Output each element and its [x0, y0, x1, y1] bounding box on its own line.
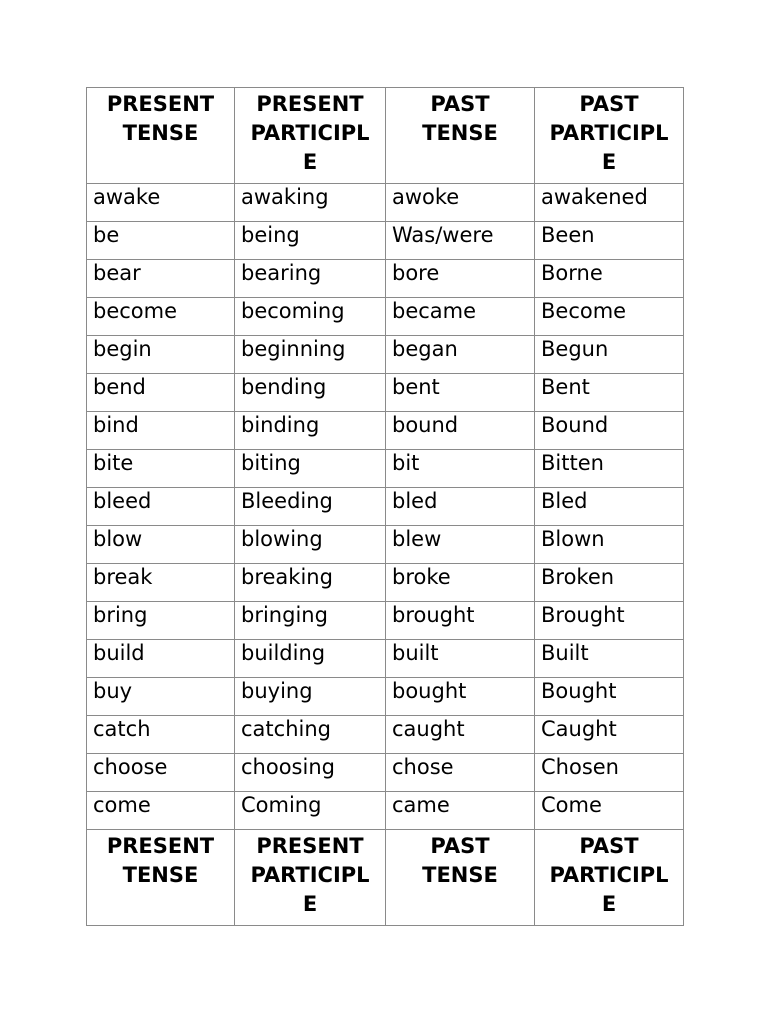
cell-past-tense: bound [386, 412, 535, 450]
cell-present-tense: become [87, 298, 235, 336]
cell-present-participle: bearing [235, 260, 386, 298]
cell-present-participle: beginning [235, 336, 386, 374]
table-row [87, 488, 684, 526]
header-row [87, 88, 684, 184]
cell-present-participle: binding [235, 412, 386, 450]
cell-past-participle: Come [535, 792, 684, 830]
cell-present-participle: biting [235, 450, 386, 488]
footer-past-participle: PAST PARTICIPL E [535, 830, 684, 926]
cell-present-tense: bind [87, 412, 235, 450]
cell-past-tense: caught [386, 716, 535, 754]
cell-present-tense: awake [87, 184, 235, 222]
cell-past-participle: Bound [535, 412, 684, 450]
cell-past-participle: Borne [535, 260, 684, 298]
cell-past-tense: brought [386, 602, 535, 640]
header-past-tense: PAST TENSE [386, 88, 535, 184]
cell-present-participle: bending [235, 374, 386, 412]
table-row [87, 298, 684, 336]
table-row [87, 792, 684, 830]
cell-past-participle: Begun [535, 336, 684, 374]
cell-present-participle: choosing [235, 754, 386, 792]
cell-past-tense: bent [386, 374, 535, 412]
cell-past-participle: Bought [535, 678, 684, 716]
footer-present-tense: PRESENT TENSE [87, 830, 235, 926]
table-row [87, 640, 684, 678]
cell-present-tense: be [87, 222, 235, 260]
footer-present-participle: PRESENT PARTICIPL E [235, 830, 386, 926]
table-row [87, 754, 684, 792]
table-row [87, 260, 684, 298]
table-row [87, 450, 684, 488]
cell-present-tense: choose [87, 754, 235, 792]
cell-past-participle: Caught [535, 716, 684, 754]
cell-past-participle: Bent [535, 374, 684, 412]
cell-past-tense: Was/were [386, 222, 535, 260]
cell-past-participle: Become [535, 298, 684, 336]
cell-past-tense: awoke [386, 184, 535, 222]
cell-past-participle: Bled [535, 488, 684, 526]
cell-present-tense: bear [87, 260, 235, 298]
cell-past-participle: Built [535, 640, 684, 678]
header-present-participle: PRESENT PARTICIPL E [235, 88, 386, 184]
cell-present-participle: buying [235, 678, 386, 716]
cell-past-tense: chose [386, 754, 535, 792]
cell-present-participle: breaking [235, 564, 386, 602]
cell-present-participle: being [235, 222, 386, 260]
cell-present-tense: buy [87, 678, 235, 716]
cell-past-tense: bought [386, 678, 535, 716]
cell-present-participle: Coming [235, 792, 386, 830]
cell-present-participle: building [235, 640, 386, 678]
verb-forms-table [86, 87, 684, 926]
header-past-participle: PAST PARTICIPL E [535, 88, 684, 184]
table-row [87, 602, 684, 640]
cell-present-tense: build [87, 640, 235, 678]
table-row [87, 374, 684, 412]
cell-past-participle: Broken [535, 564, 684, 602]
cell-past-participle: awakened [535, 184, 684, 222]
cell-present-tense: bite [87, 450, 235, 488]
cell-present-participle: bringing [235, 602, 386, 640]
cell-present-participle: catching [235, 716, 386, 754]
cell-present-participle: awaking [235, 184, 386, 222]
table-row [87, 222, 684, 260]
table-row [87, 678, 684, 716]
cell-present-tense: come [87, 792, 235, 830]
table-row [87, 716, 684, 754]
cell-past-participle: Blown [535, 526, 684, 564]
table-row [87, 564, 684, 602]
cell-past-tense: blew [386, 526, 535, 564]
cell-past-participle: Been [535, 222, 684, 260]
cell-present-tense: blow [87, 526, 235, 564]
cell-present-participle: blowing [235, 526, 386, 564]
cell-past-tense: came [386, 792, 535, 830]
cell-present-tense: begin [87, 336, 235, 374]
cell-present-tense: catch [87, 716, 235, 754]
header-present-tense: PRESENT TENSE [87, 88, 235, 184]
table-row [87, 336, 684, 374]
table-row [87, 412, 684, 450]
footer-past-tense: PAST TENSE [386, 830, 535, 926]
table-row [87, 526, 684, 564]
cell-past-tense: broke [386, 564, 535, 602]
cell-past-tense: built [386, 640, 535, 678]
cell-present-tense: break [87, 564, 235, 602]
table-row [87, 184, 684, 222]
cell-past-tense: bore [386, 260, 535, 298]
cell-past-participle: Chosen [535, 754, 684, 792]
cell-past-tense: began [386, 336, 535, 374]
cell-past-participle: Brought [535, 602, 684, 640]
cell-present-participle: Bleeding [235, 488, 386, 526]
cell-past-tense: became [386, 298, 535, 336]
cell-past-tense: bled [386, 488, 535, 526]
cell-present-participle: becoming [235, 298, 386, 336]
cell-past-participle: Bitten [535, 450, 684, 488]
cell-present-tense: bring [87, 602, 235, 640]
cell-past-tense: bit [386, 450, 535, 488]
cell-present-tense: bend [87, 374, 235, 412]
cell-present-tense: bleed [87, 488, 235, 526]
footer-header-row [87, 830, 684, 926]
